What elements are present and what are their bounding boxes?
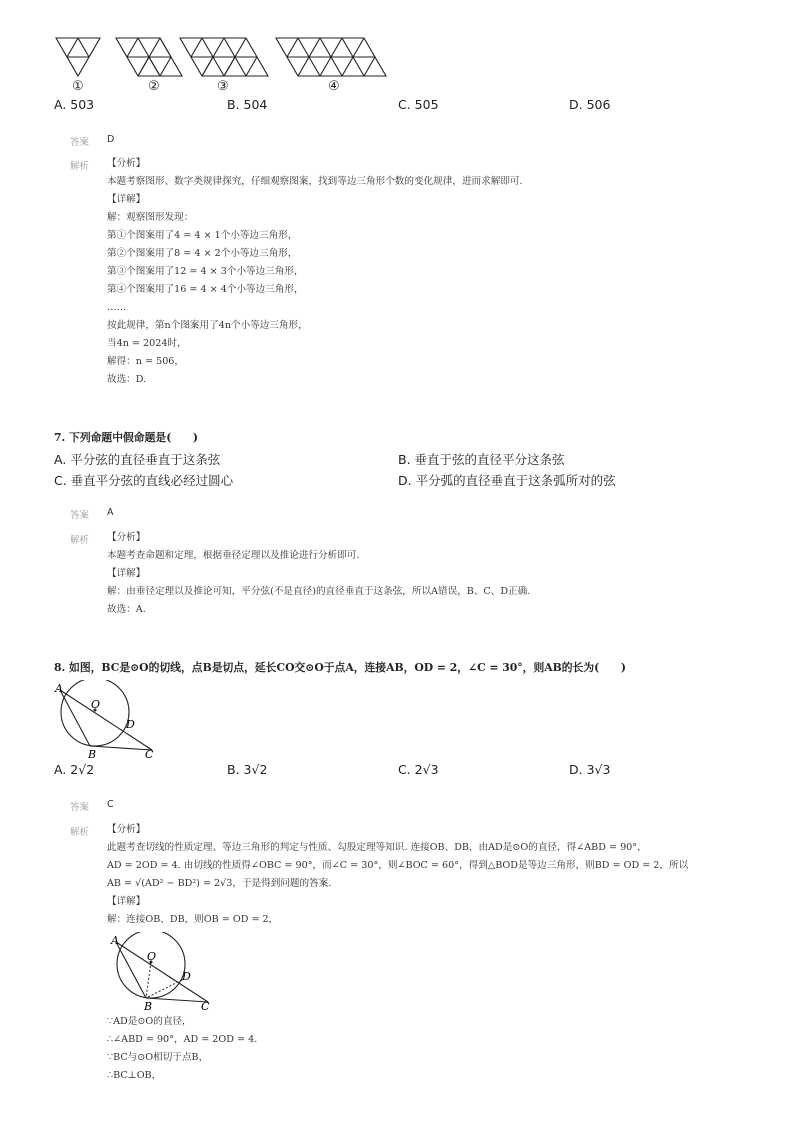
q8-option-c: C. 2√3: [398, 762, 439, 777]
q8-proof-line: ∴BC⊥OB，: [107, 1070, 162, 1081]
proof-figure: [108, 932, 218, 1012]
figure-label-2: ②: [148, 79, 160, 94]
q7-analysis-label: 解析: [70, 535, 90, 546]
q7-option-c: C. 垂直平分弦的直线必经过圆心: [54, 473, 234, 488]
q8-analysis-line: 此题考查切线的性质定理、等边三角形的判定与性质、勾股定理等知识. 连接OB、DB，由AD是⊙O的直径，得∠ABD = 90°，: [107, 842, 647, 853]
q7-analysis-line: 解：由垂径定理以及推论可知，平分弦(不是直径)的直径垂直于这条弦，所以A错误，B、C、D正确.: [107, 586, 531, 597]
circle-tangent-figure: [52, 680, 162, 760]
q6-analysis-line: 第④个图案用了16 = 4 × 4个小等边三角形，: [107, 284, 304, 295]
q6-option-b: B. 504: [227, 97, 268, 112]
q8-proof-line: ∵AD是⊙O的直径，: [107, 1016, 192, 1027]
q8-analysis-line: 解：连接OB、DB，则OB = OD = 2，: [107, 914, 279, 925]
q8-option-b: B. 3√2: [227, 762, 268, 777]
triangle-pattern-figure: [50, 36, 390, 82]
q8-answer: C: [107, 799, 114, 810]
q8-analysis-label: 解析: [70, 827, 90, 838]
svg-text:A: A: [55, 682, 63, 695]
q6-option-a: A. 503: [54, 97, 95, 112]
q6-analysis-line: 故选：D.: [107, 374, 147, 385]
q7-analysis-line: 本题考查命题和定理，根据垂径定理以及推论进行分析即可.: [107, 550, 360, 561]
figure-label-4: ④: [328, 79, 340, 94]
q6-analysis-line: 【分析】: [107, 158, 146, 169]
svg-text:C: C: [145, 748, 154, 760]
q7-stem: 7. 下列命题中假命题是( ): [54, 431, 199, 444]
q8-answer-label: 答案: [70, 802, 90, 813]
svg-text:B: B: [88, 748, 97, 760]
q6-analysis-line: 解得：n = 506，: [107, 356, 185, 367]
svg-text:C: C: [201, 1000, 210, 1012]
q7-answer-label: 答案: [70, 510, 90, 521]
svg-text:D: D: [182, 970, 191, 983]
figure-label-1: ①: [72, 79, 84, 94]
q6-analysis-line: 第②个图案用了8 = 4 × 2个小等边三角形，: [107, 248, 298, 259]
q6-analysis-line: 解：观察图形发现：: [107, 212, 194, 223]
q7-option-d: D. 平分弧的直径垂直于这条弧所对的弦: [398, 473, 616, 488]
q7-analysis-line: 【详解】: [107, 568, 146, 579]
q6-analysis-line: 本题考察图形、数字类规律探究，仔细观察图案，找到等边三角形个数的变化规律，进而求解即可.: [107, 176, 523, 187]
svg-text:O: O: [147, 950, 157, 963]
q6-analysis-label: 解析: [70, 161, 90, 172]
figure-label-3: ③: [217, 79, 229, 94]
q8-proof-line: ∴∠ABD = 90°，AD = 2OD = 4.: [107, 1034, 258, 1045]
q6-analysis-line: 当4n = 2024时，: [107, 338, 187, 349]
q6-analysis-line: 按此规律，第n个图案用了4n个小等边三角形，: [107, 320, 308, 331]
svg-text:B: B: [144, 1000, 153, 1012]
q6-analysis-line: 第①个图案用了4 = 4 × 1个小等边三角形，: [107, 230, 298, 241]
q7-analysis-line: 【分析】: [107, 532, 146, 543]
q7-answer: A: [107, 507, 114, 518]
q6-option-d: D. 506: [569, 97, 611, 112]
q8-proof-line: ∵BC与⊙O相切于点B，: [107, 1052, 209, 1063]
svg-text:O: O: [91, 698, 101, 711]
q7-option-b: B. 垂直于弦的直径平分这条弦: [398, 452, 565, 467]
q6-analysis-line: 第③个图案用了12 = 4 × 3个小等边三角形，: [107, 266, 304, 277]
q6-answer: D: [107, 134, 115, 145]
q6-answer-label: 答案: [70, 137, 90, 148]
q6-analysis-line: 【详解】: [107, 194, 146, 205]
q8-stem: 8. 如图，BC是⊙O的切线，点B是切点，延长CO交⊙O于点A，连接AB，OD = 2，∠C = 30°，则AB的长为( ): [54, 661, 626, 674]
q7-analysis-line: 故选：A.: [107, 604, 146, 615]
q8-analysis-line: 【详解】: [107, 896, 146, 907]
q8-option-a: A. 2√2: [54, 762, 95, 777]
q8-analysis-line: AB = √(AD² − BD²) = 2√3，于是得到问题的答案.: [107, 878, 332, 889]
q6-analysis-line: ……: [107, 302, 127, 313]
q8-analysis-line: 【分析】: [107, 824, 146, 835]
svg-text:A: A: [111, 934, 119, 947]
q8-option-d: D. 3√3: [569, 762, 611, 777]
q8-analysis-line: AD = 2OD = 4. 由切线的性质得∠OBC = 90°，而∠C = 30°，则∠BOC = 60°，得到△BOD是等边三角形，则BD = OD = 2，所以: [107, 860, 689, 871]
svg-text:D: D: [126, 718, 135, 731]
q7-option-a: A. 平分弦的直径垂直于这条弦: [54, 452, 221, 467]
q6-option-c: C. 505: [398, 97, 439, 112]
